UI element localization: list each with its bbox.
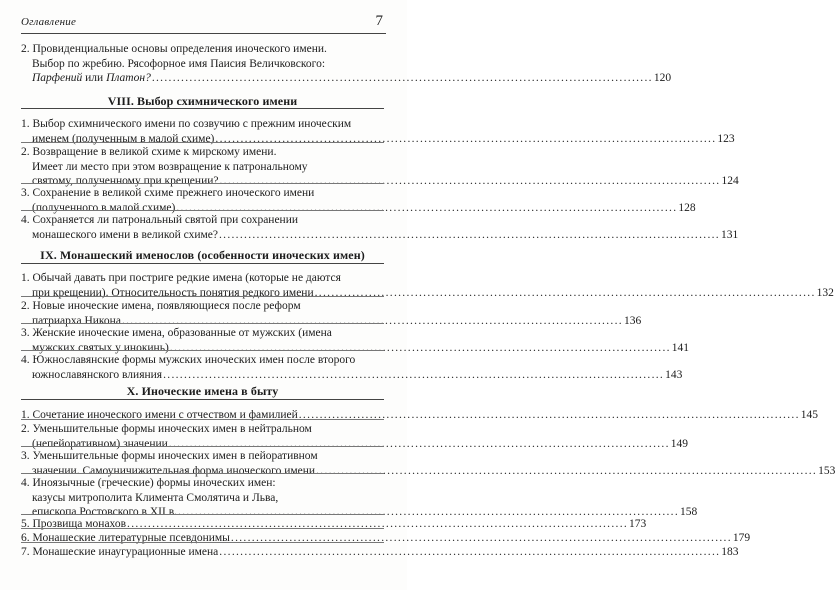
entry-line: 3. Уменьшительные формы иноческих имен в пейоративном [21,450,318,462]
section-heading: X. Иноческие имена в быту [126,384,279,398]
entry-line: Выбор по жребию. Рясофорное имя Паисия Величковского: [32,57,326,70]
entry-title-tail: мужских святых у инокинь) [32,341,169,354]
leader-dots: ........................................................................................................................ [169,341,671,354]
entry-title-tail: значении. Самоуничижительная форма иноческого имени [32,464,316,477]
entry-page-number: 183 [721,546,739,558]
entry-title-tail: южнославянского влияния [32,368,163,381]
entry-page-number: 136 [623,314,642,327]
entry-title-tail: 6. Монашеские литературные псевдонимы [21,532,230,544]
leader-dots: ........................................................................................................................ [218,228,720,241]
entry-line: 2. Возвращение в великой схиме к мирскому имени. [21,146,277,158]
entry-last-line [21,228,739,243]
entry-title-tail: именем (полученным в малой схиме) [32,132,215,145]
entry-page-number: 143 [665,368,683,381]
leader-dots: ........................................................................................................................ [168,437,670,450]
entry-separator [21,514,384,515]
entry-title-tail: 5. Прозвища монахов [21,518,127,530]
leader-dots: ........................................................................................................................ [176,201,678,214]
entry-page-number: 153 [818,464,835,477]
leader-dots: ........................................................................................................................ [215,132,717,145]
toc-entry[interactable] [21,42,672,86]
section-heading: IX. Монашеский именослов (особенности иноческих имен) [40,248,365,262]
entry-separator [21,210,384,211]
entry-page-number: 120 [653,72,672,85]
leader-dots: ........................................................................................................................ [298,409,800,421]
entry-page-number: 141 [671,341,690,354]
entry-line: 3. Женские иноческие имена, образованные от мужских (имена [21,327,332,339]
leader-dots: ........................................................................................................................ [219,546,721,558]
leader-dots: ........................................................................................................................ [178,506,680,519]
entry-line: 1. Обычай давать при постриге редкие имена (которые не даются [21,272,341,284]
leader-dots: ........................................................................................................................ [316,464,818,477]
entry-line: 2. Новые иноческие имена, появляющиеся после реформ [21,300,301,312]
section-rule [21,108,384,109]
entry-page-number: 123 [717,132,735,145]
entry-separator [21,350,384,351]
entry-title-tail: Парфений или Платон? [32,72,151,85]
section-heading: VIII. Выбор схимнического имени [107,94,298,108]
leader-dots: ........................................................................................................................ [219,175,721,188]
entry-separator [21,296,384,297]
leader-dots: ........................................................................................................................ [314,286,816,299]
entry-title-tail: епископа Ростовского в XII в. [32,506,178,519]
toc-entry[interactable] [21,353,683,382]
entry-line: 1. Выбор схимнического имени по созвучию с прежним иноческим [21,118,352,130]
entry-page-number: 149 [670,437,689,450]
running-title: Оглавление [21,16,77,28]
entry-page-number: 145 [800,409,818,421]
entry-last-line [21,368,683,383]
entry-line: 2. Уменьшительные формы иноческих имен в нейтральном [21,423,312,435]
page-number: 7 [375,13,383,29]
toc-entry[interactable] [21,213,739,242]
italic-name: Парфений [32,72,83,85]
entry-line: казусы митрополита Климента Смолятича и Льва, [32,491,279,504]
leader-dots: ........................................................................................................................ [163,368,665,381]
section-rule [21,263,384,264]
entry-line: 4. Южнославянские формы мужских иноческих имен после второго [21,354,356,366]
entry-page-number: 132 [816,286,834,299]
leader-dots: ........................................................................................................................ [151,72,653,85]
entry-last-line [21,408,818,423]
entry-line: Имеет ли место при этом возвращение к патрональному [32,160,308,173]
entry-page-number: 173 [629,518,647,530]
entry-separator [21,542,384,543]
entry-page-number: 179 [732,532,751,544]
entry-title-tail: (полученного в малой схиме) [32,201,176,214]
entry-last-line [21,545,739,560]
entry-page-number: 158 [680,506,698,519]
entry-separator [21,323,384,324]
entry-separator [21,446,384,447]
entry-title-tail: 1. Сочетание иноческого имени с отчеством и фамилией [21,409,298,421]
toc-entry[interactable] [21,531,751,546]
entry-line: 3. Сохранение в великой схиме прежнего иноческого имени [21,187,315,199]
entry-separator [21,419,384,420]
entry-page-number: 128 [678,201,696,214]
entry-separator [21,142,384,143]
entry-last-line [21,517,647,532]
section-rule [21,399,384,400]
entry-separator [21,183,384,184]
entry-line: 4. Сохраняется ли патрональный святой при сохранении [21,214,299,226]
running-header [21,13,386,34]
entry-page-number: 124 [721,175,739,188]
entry-line: 2. Провиденциальные основы определения иноческого имени. [21,43,327,55]
entry-page-number: 131 [720,228,739,241]
toc-entry[interactable] [21,517,647,532]
italic-name: Платон? [106,72,151,85]
entry-title-tail: 7. Монашеские инаугурационные имена [21,546,219,558]
toc-entry[interactable] [21,408,818,423]
entry-title-tail: монашеского имени в великой схиме? [32,228,218,241]
entry-last-line [21,531,751,546]
entry-title-tail: святому, полученному при крещении? [32,175,219,188]
entry-title-tail: патриарха Никона [32,314,121,327]
entry-separator [21,528,384,529]
entry-title-tail: (непейоративном) значении [32,437,168,450]
entry-last-line [21,71,672,86]
entry-line: 4. Иноязычные (греческие) формы иноческих имен: [21,477,276,489]
entry-separator [21,473,384,474]
entry-last-line [21,286,834,301]
leader-dots: ........................................................................................................................ [230,532,732,544]
entry-title-tail: при крещении). Относительность понятия редкого имени [32,286,314,299]
entry-last-line [21,132,735,147]
toc-entry[interactable] [21,545,739,560]
leader-dots: ........................................................................................................................ [121,314,623,327]
leader-dots: ........................................................................................................................ [127,518,629,530]
header-rule [21,33,386,34]
